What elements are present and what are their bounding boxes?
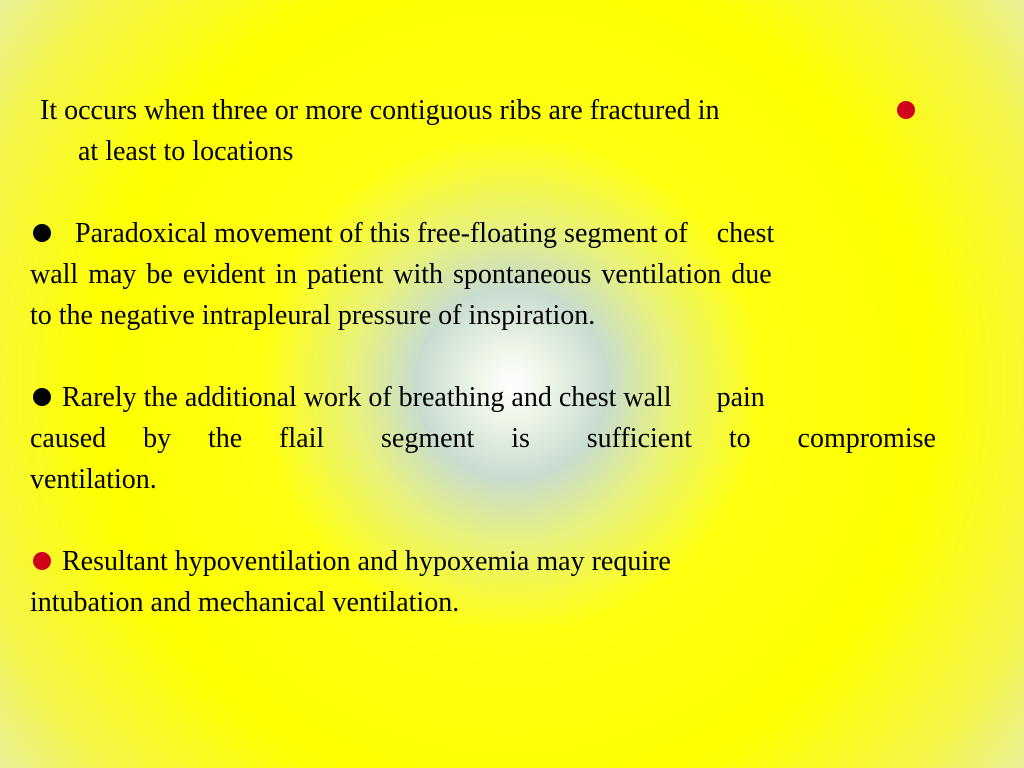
paragraph-1-text-1: It occurs when three or more contiguous ribs are fractured in bbox=[40, 95, 720, 126]
paragraph-3-line-3 bbox=[30, 464, 157, 496]
paragraph-3-word-4: flail bbox=[279, 423, 325, 454]
paragraph-2-line-3 bbox=[30, 300, 595, 332]
paragraph-3-text-1b: pain bbox=[716, 382, 765, 413]
paragraph-3-line-1 bbox=[62, 382, 765, 414]
paragraph-3-word-2: by bbox=[143, 423, 172, 454]
black-bullet-icon bbox=[33, 224, 51, 242]
paragraph-2-text-1b: chest bbox=[716, 218, 775, 249]
paragraph-4-line-2 bbox=[30, 587, 459, 619]
paragraph-4-line-1 bbox=[62, 546, 671, 578]
paragraph-4-text-2: intubation and mechanical ventilation. bbox=[30, 587, 460, 618]
paragraph-2-text-2: wall may be evident in patient with spontaneous ventilation due bbox=[30, 259, 772, 290]
paragraph-3-text-1a: Rarely the additional work of breathing and chest wall bbox=[62, 382, 672, 413]
red-bullet-icon bbox=[897, 101, 915, 119]
paragraph-3-word-1: caused bbox=[30, 423, 107, 454]
paragraph-1-text-2: at least to locations bbox=[78, 136, 294, 167]
paragraph-1-line-1 bbox=[40, 95, 720, 127]
paragraph-2-text-1a: Paradoxical movement of this free-floating segment of bbox=[75, 218, 688, 249]
paragraph-3-word-5: segment bbox=[381, 423, 475, 454]
paragraph-1-line-2 bbox=[78, 136, 293, 168]
paragraph-3-text-3: ventilation. bbox=[30, 464, 157, 495]
paragraph-2-text-3: to the negative intrapleural pressure of inspiration. bbox=[30, 300, 596, 331]
paragraph-2-line-2 bbox=[30, 259, 936, 291]
paragraph-4-text-1: Resultant hypoventilation and hypoxemia may require bbox=[62, 546, 671, 577]
paragraph-3-word-7: sufficient bbox=[586, 423, 692, 454]
paragraph-3-line-2 bbox=[30, 423, 936, 455]
paragraph-3-word-6: is bbox=[511, 423, 530, 454]
paragraph-3-word-9: compromise bbox=[797, 423, 936, 454]
paragraph-3-word-3: the bbox=[207, 423, 243, 454]
paragraph-2-line-1 bbox=[75, 218, 774, 250]
black-bullet-icon bbox=[33, 388, 51, 406]
paragraph-3-word-8: to bbox=[728, 423, 751, 454]
red-bullet-icon bbox=[33, 552, 51, 570]
